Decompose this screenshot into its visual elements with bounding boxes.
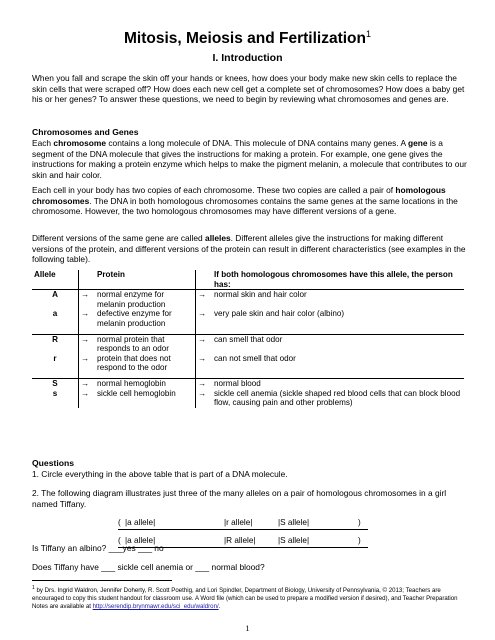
allele-label: |S allele| (278, 536, 310, 545)
question-albino: Is Tiffany an albino? ___yes ___ no (32, 543, 164, 553)
allele-cell: S (32, 378, 79, 388)
allele-table (32, 270, 464, 408)
alleles-paragraph: Different versions of the same gene are called alleles. Different alleles give the instructions for making different versions of the protein, and different versions of the protein can result in different characteristics (see examples in the following table). (32, 233, 466, 265)
arrow-icon: → (81, 378, 90, 388)
chromosome-top: ( |a allele| |r allele| |S allele| ) (118, 518, 368, 530)
result-cell: very pale skin and hair color (albino) (214, 309, 345, 319)
table-row (32, 309, 464, 328)
table-row (32, 378, 464, 388)
document-title: Mitosis, Meiosis and Fertilization$^1$ (123, 29, 372, 47)
allele-cell: a (32, 309, 79, 328)
arrow-icon: → (198, 388, 207, 398)
arrow-icon: → (198, 353, 207, 363)
result-cell: can smell that odor (214, 334, 283, 344)
question-1: 1. Circle everything in the above table that is part of a DNA molecule. (32, 469, 288, 479)
chromosome-paragraph: Each chromosome contains a long molecule of DNA. This molecule of DNA contains many genes. A gene is a segment of the DNA molecule that gives the instructions for making a protein. For example, one gene gives the instructions for making a protein enzyme which helps to make the pigment melanin, a molecule that contributes to our skin and hair color. (32, 138, 467, 181)
protein-cell: protein that does not respond to the odor (95, 354, 196, 373)
table-row (32, 354, 464, 373)
footnote: $^1$ by Drs. Ingrid Waldron, Jennifer Doherty, R. Scott Poethig, and Lori Spindler, Department of Biology, University of Pennsylvania, © 2013; Teachers are encouraged to copy this student handout for classroom use. A Word file (which can be used to prepare a modified version if desired), and Teacher Preparation Notes are available at http://serendip.brynmawr.edu/sci_edu/waldron/. (32, 585, 458, 611)
protein-cell: normal protein that responds to an odor (95, 334, 196, 354)
result-cell: can not smell that odor (214, 353, 296, 363)
section-heading: I. Introduction (212, 52, 283, 64)
arrow-icon: → (81, 334, 90, 344)
header-allele: Allele (32, 270, 79, 290)
protein-cell: normal hemoglobin (95, 378, 196, 388)
header-protein: Protein (95, 270, 196, 290)
arrow-icon: → (198, 290, 207, 300)
protein-cell: sickle cell hemoglobin (95, 389, 196, 408)
allele-table-body (32, 290, 464, 408)
intro-paragraph: When you fall and scrape the skin off your hands or knees, how does your body make new skin cells to replace the skin cells that were scraped off? How does each new cell get a complete set of chromosomes? How does a baby get his or her genes? To answer these questions, we need to begin by reviewing what chromosomes and genes are. (32, 73, 465, 105)
allele-label: |r allele| (224, 518, 253, 527)
table-row (32, 290, 464, 310)
result-cell: normal skin and hair color (214, 290, 307, 300)
chromosome-bottom: ( |a allele| |R allele| |S allele| ) (118, 536, 368, 548)
allele-cell: r (32, 354, 79, 373)
allele-label: |R allele| (224, 536, 256, 545)
homologous-paragraph: Each cell in your body has two copies of each chromosome. These two copies are called a pair of homologous chromosomes. The DNA in both homologous chromosomes contains the same genes at the same locations in the chromosome. However, the two homologous chromosomes may have different versions of a gene. (32, 185, 458, 217)
waldron-link[interactable]: http://serendip.brynmawr.edu/sci_edu/waldron/ (92, 603, 219, 611)
question-2: 2. The following diagram illustrates just three of the many alleles on a pair of homologous chromosomes in a girl named Tiffany. (32, 488, 447, 509)
allele-cell: s (32, 389, 79, 408)
questions-heading: Questions (32, 458, 75, 468)
table-row (32, 389, 464, 408)
title-footnote-mark: 1 (366, 29, 372, 39)
allele-cell: A (32, 290, 79, 310)
arrow-icon: → (81, 353, 90, 363)
arrow-icon: → (198, 378, 207, 388)
allele-label: |a allele| (125, 536, 156, 545)
arrow-icon: → (81, 309, 90, 319)
result-cell: sickle cell anemia (sickle shaped red blood cells that can block blood flow, causing pain and other problems) (214, 388, 461, 408)
allele-label: |S allele| (278, 518, 310, 527)
table-row (32, 334, 464, 354)
arrow-icon: → (81, 388, 90, 398)
result-cell: normal blood (214, 378, 261, 388)
allele-label: |a allele| (125, 518, 156, 527)
chromosomes-genes-heading: Chromosomes and Genes (32, 127, 139, 137)
protein-cell: defective enzyme for melanin production (95, 309, 196, 328)
header-result: If both homologous chromosomes have this allele, the person has: (212, 270, 464, 290)
arrow-icon: → (198, 334, 207, 344)
allele-cell: R (32, 334, 79, 354)
arrow-icon: → (198, 309, 207, 319)
question-sickle: Does Tiffany have ___ sickle cell anemia or ___ normal blood? (32, 562, 265, 572)
page-number: 1 (245, 624, 250, 633)
arrow-icon: → (81, 290, 90, 300)
protein-cell: normal enzyme for melanin production (95, 290, 196, 310)
footnote-rule (32, 580, 172, 581)
